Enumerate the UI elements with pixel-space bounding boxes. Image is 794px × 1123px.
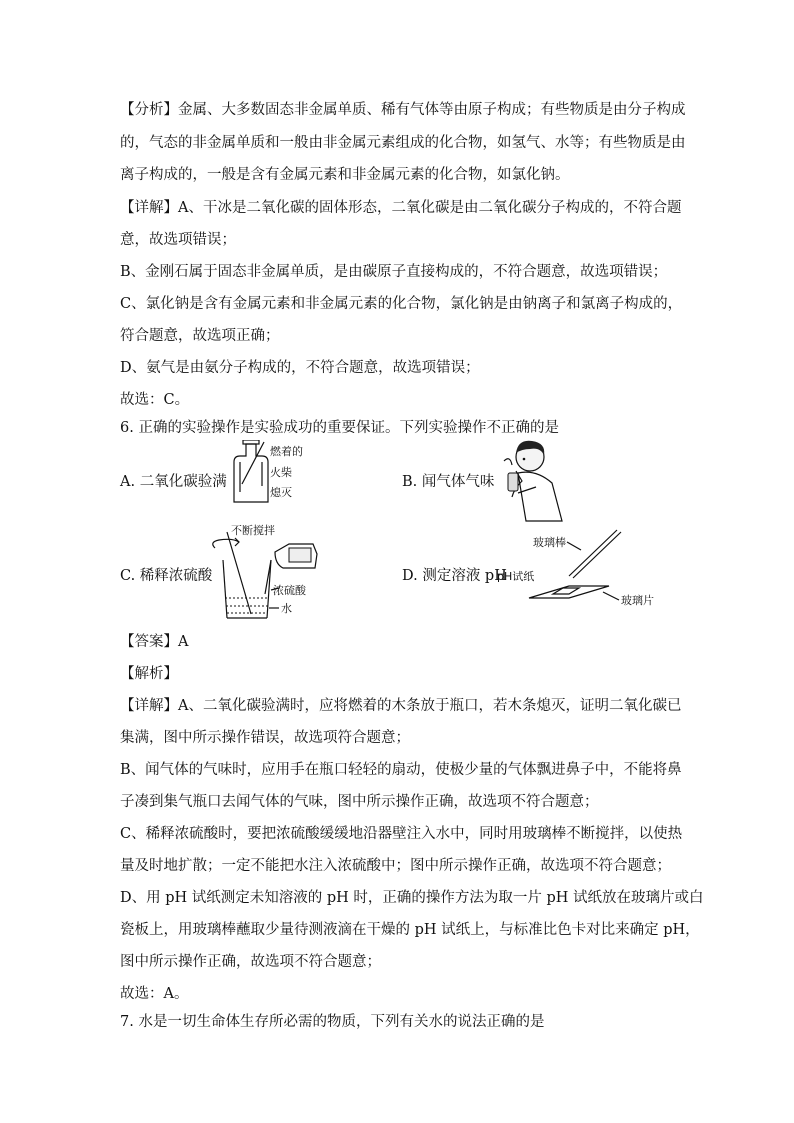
co2-check-figure <box>222 440 312 505</box>
fig-c-label-water: 水 <box>281 602 292 615</box>
option-b-label: B. 闻气体气味 <box>402 474 495 490</box>
detail-line: 集满，图中所示操作错误，故选项符合题意； <box>120 730 410 746</box>
option-d-label: D. 测定溶液 pH <box>402 568 507 584</box>
detail-line: 量及时地扩散；一定不能把水注入浓硫酸中；图中所示操作正确，故选项不符合题意； <box>120 858 671 874</box>
fig-a-label-match: 火柴 <box>270 466 292 479</box>
fig-a-label-burning: 燃着的 <box>270 445 303 458</box>
fig-d-label-glass: 玻璃片 <box>621 594 654 607</box>
detail-line: B、闻气体的气味时，应用手在瓶口轻轻的扇动，使极少量的气体飘进鼻子中，不能将鼻 <box>120 762 682 778</box>
detail-line: 【详解】A、干冰是二氧化碳的固体形态，二氧化碳是由二氧化碳分子构成的，不符合题 <box>120 200 682 216</box>
detail-line: C、稀释浓硫酸时，要把浓硫酸缓缓地沿器壁注入水中，同时用玻璃棒不断搅拌，以使热 <box>120 826 683 842</box>
detail-line: 符合题意，故选项正确； <box>120 328 280 344</box>
detail-line: C、氯化钠是含有金属元素和非金属元素的化合物，氯化钠是由钠离子和氯离子构成的， <box>120 296 683 312</box>
answer-line: 【答案】A <box>120 634 189 650</box>
dilute-acid-figure <box>205 524 330 620</box>
smell-gas-figure <box>496 437 576 523</box>
detail-line: 瓷板上，用玻璃棒蘸取少量待测液滴在干燥的 pH 试纸上，与标准比色卡对比来确定 pH， <box>120 922 700 938</box>
fig-c-label-stir: 不断搅拌 <box>231 524 275 537</box>
option-c-label: C. 稀释浓硫酸 <box>120 568 213 584</box>
fig-d-label-rod: 玻璃棒 <box>533 536 566 549</box>
detail-line: D、氨气是由氨分子构成的，不符合题意，故选项错误； <box>120 360 480 376</box>
detail-line: D、用 pH 试纸测定未知溶液的 pH 时，正确的操作方法为取一片 pH 试纸放在玻璃片或白 <box>120 890 704 906</box>
question-6-stem: 6. 正确的实验操作是实验成功的重要保证。下列实验操作不正确的是 <box>120 420 559 436</box>
analysis-line: 离子构成的，一般是含有金属元素和非金属元素的化合物，如氯化钠。 <box>120 167 570 183</box>
fig-a-label-extinguish: 熄灭 <box>270 486 292 499</box>
detail-line: 子凑到集气瓶口去闻气体的气味，图中所示操作正确，故选项不符合题意； <box>120 794 599 810</box>
detail-line: 故选：A。 <box>120 986 189 1002</box>
option-a-label: A. 二氧化碳验满 <box>120 474 227 490</box>
detail-line: 【详解】A、二氧化碳验满时，应将燃着的木条放于瓶口，若木条熄灭，证明二氧化碳已 <box>120 698 682 714</box>
detail-line: B、金刚石属于固态非金属单质，是由碳原子直接构成的，不符合题意，故选项错误； <box>120 264 668 280</box>
analysis-line: 【分析】金属、大多数固态非金属单质、稀有气体等由原子构成；有些物质是由分子构成 <box>120 102 686 118</box>
fig-c-label-acid: 浓硫酸 <box>273 584 306 597</box>
analysis-heading: 【解析】 <box>120 666 178 682</box>
detail-line: 故选：C。 <box>120 392 190 408</box>
detail-line: 图中所示操作正确，故选项不符合题意； <box>120 954 381 970</box>
analysis-line: 的，气态的非金属单质和一般由非金属元素组成的化合物，如氢气、水等；有些物质是由 <box>120 135 686 151</box>
detail-line: 意，故选项错误； <box>120 232 236 248</box>
question-7-stem: 7. 水是一切生命体生存所必需的物质，下列有关水的说法正确的是 <box>120 1014 545 1030</box>
ph-test-figure <box>497 528 667 612</box>
fig-d-label-ph-paper: pH试纸 <box>497 570 535 583</box>
